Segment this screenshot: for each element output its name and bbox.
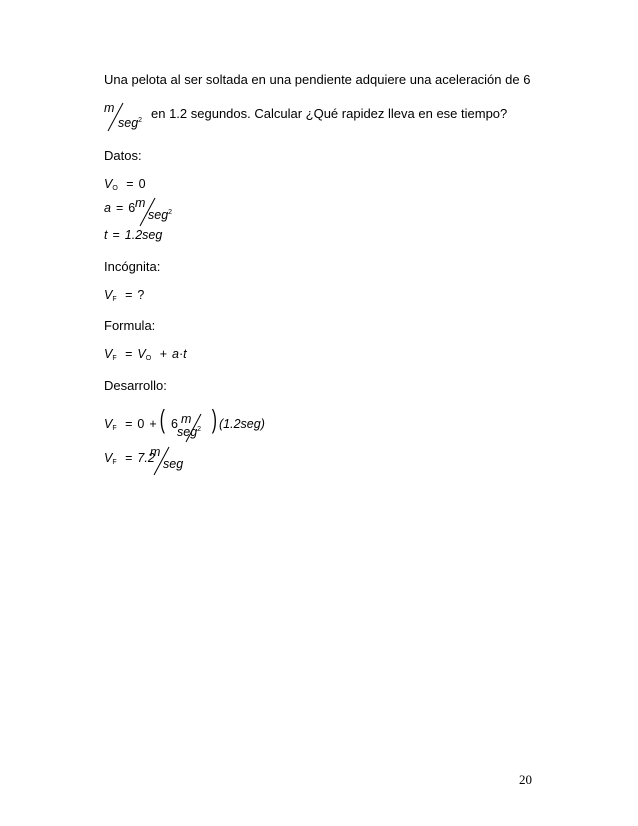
datos-a-numerator: m [135, 196, 146, 210]
page-number: 20 [519, 772, 532, 787]
problem-line-1: Una pelota al ser soltada en una pendiente adquiere una aceleración de 6 [104, 72, 531, 87]
unit-denominator: seg$^2$ [118, 116, 143, 130]
formula-heading: Formula: [104, 318, 156, 333]
unit-numerator: m [104, 101, 115, 115]
datos-a-row: a = 6 [104, 201, 136, 215]
desarrollo-row-2: $V_F = 7.2$ [104, 451, 155, 466]
open-paren: ( [159, 404, 165, 434]
datos-t-row: t = 1.2seg [104, 228, 163, 242]
datos-vo-row: $V_O = 0$ [104, 177, 146, 192]
desarrollo-time: (1.2seg) [219, 417, 265, 431]
close-paren: ) [211, 404, 217, 434]
desarrollo-row-1: $V_F = 0$ + [104, 417, 157, 432]
desarrollo-numerator: m [181, 412, 192, 426]
desarrollo-six: 6 [171, 417, 178, 431]
datos-heading: Datos: [104, 148, 142, 163]
result-numerator: m [150, 445, 161, 459]
desarrollo-denominator: seg$^2$ [177, 425, 202, 439]
result-denominator: seg [163, 457, 184, 471]
incognita-heading: Incógnita: [104, 259, 161, 274]
problem-line-2: en 1.2 segundos. Calcular ¿Qué rapidez lleva en ese tiempo? [151, 106, 508, 121]
datos-a-denominator: seg$^2$ [148, 208, 173, 222]
formula-row: $V_F = V_O + a\cdot t$ [104, 347, 187, 362]
desarrollo-heading: Desarrollo: [104, 378, 167, 393]
incognita-row: $V_F$ = ? [104, 288, 145, 303]
